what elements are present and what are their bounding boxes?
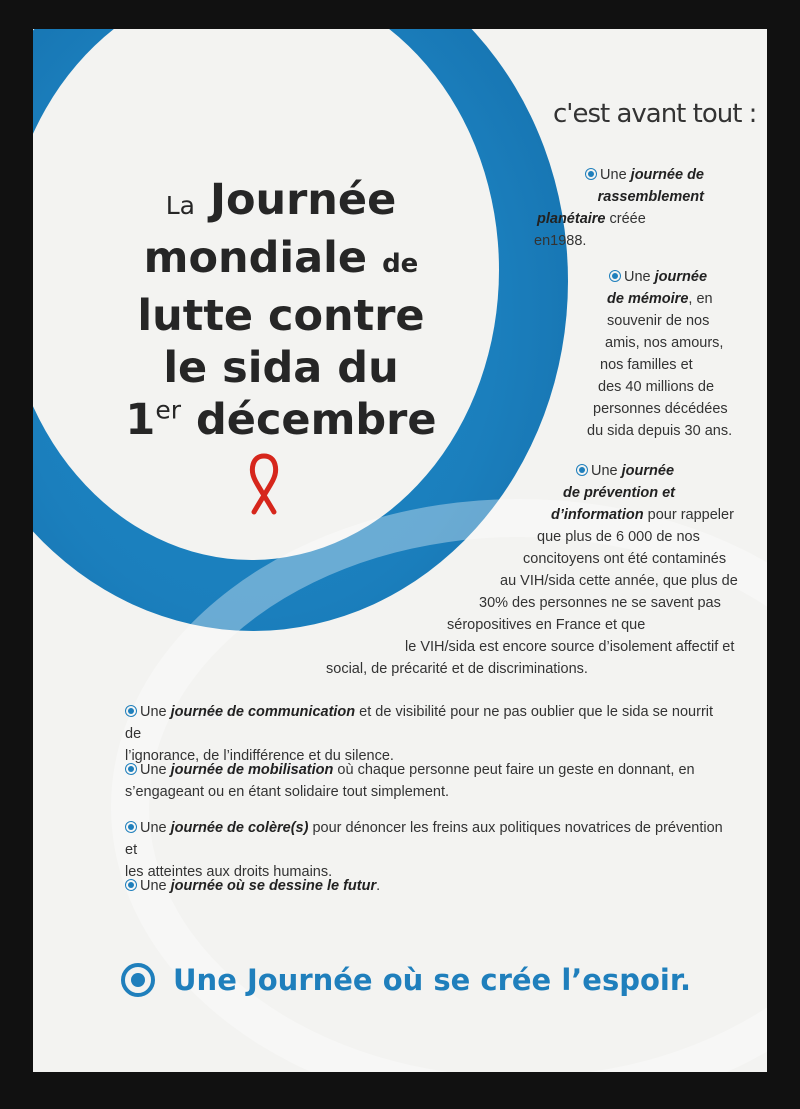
target-bullet-icon (121, 963, 155, 997)
item-communication: Une journée de communication et de visibilité pour ne pas oublier que le sida se nourrit de l’ignorance, de l’indifférence et du silence. (125, 704, 714, 764)
title-word-la: La (165, 191, 195, 220)
title-number: 1 (125, 395, 156, 445)
bullet-icon (125, 763, 137, 775)
title-word-decembre: décembre (196, 395, 437, 445)
bullet-icon (125, 879, 137, 891)
bullet-icon (125, 705, 137, 717)
item-futur: Une journée où se dessine le futur. (125, 875, 725, 897)
bullet-icon (125, 821, 137, 833)
closing-line (121, 963, 691, 997)
item-rassemblement: Une journée de rassemblement planétaire créée en1988. (534, 167, 704, 249)
item-memoire: Une journée de mémoire, en souvenir de nos amis, nos amours, nos familles et des 40 millions de personnes décédées du sida depuis 30 ans. (587, 269, 733, 439)
title-word-journee: Journée (209, 175, 397, 225)
bullet-icon (576, 464, 588, 476)
title-line-lutte: lutte contre (137, 291, 425, 341)
bullet-icon (585, 168, 597, 180)
title-ordinal: er (155, 395, 182, 425)
red-ribbon-icon (242, 452, 286, 524)
title-line-sida: le sida du (163, 343, 399, 393)
closing-text: Une Journée où se crée l’espoir. (173, 963, 692, 997)
item-colere: Une journée de colère(s) pour dénoncer les freins aux politiques novatrices de prévention et les atteintes aux droits humains. (125, 820, 723, 880)
item-mobilisation: Une journée de mobilisation où chaque personne peut faire un geste en donnant, en s’engageant ou en étant solidaire tout simplement. (125, 762, 695, 800)
intro-text: c'est avant tout : (553, 99, 757, 129)
poster-title (101, 174, 461, 446)
item-prevention: Une journée de prévention et d’information pour rappeler que plus de 6 000 de nos concitoyens ont été contaminés au VIH/sida cette année, que plus de 30% des personnes ne se savent pas séropositives en France et que le VIH/sida est encore source d’isolement affectif et social, de précarité et de discriminations. (326, 463, 738, 677)
title-word-de: de (382, 249, 419, 279)
title-word-mondiale: mondiale (143, 233, 368, 283)
poster-page (33, 29, 767, 1072)
bullet-icon (609, 270, 621, 282)
